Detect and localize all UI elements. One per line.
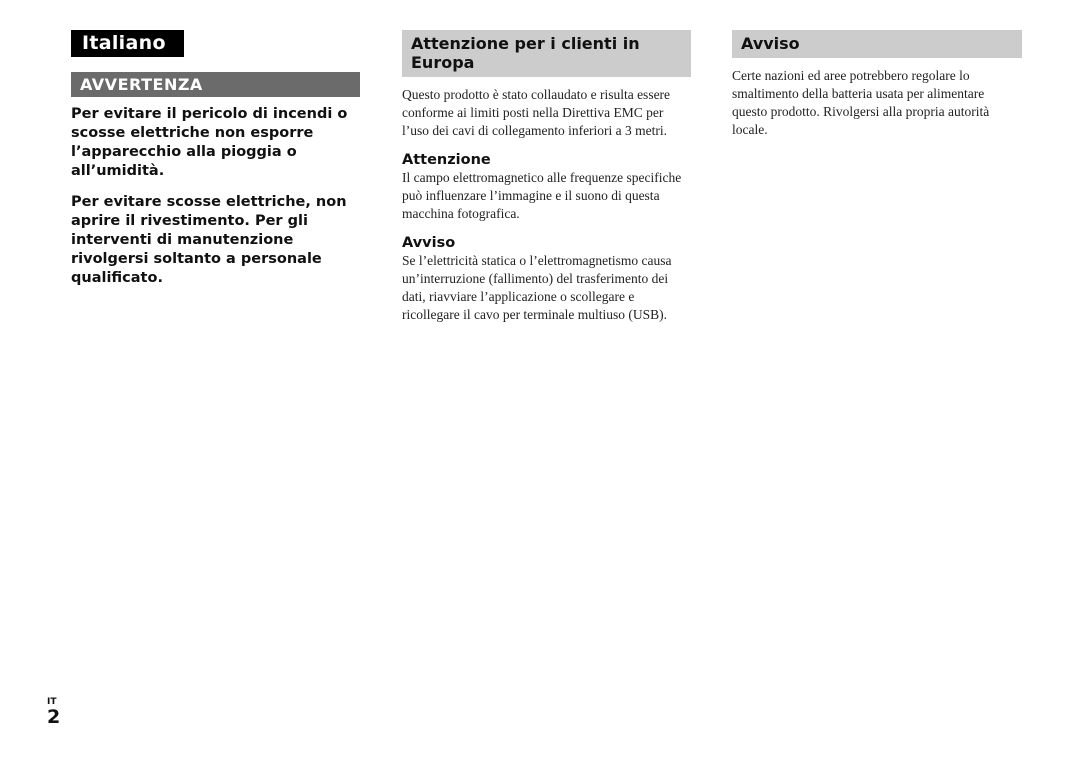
europe-paragraph: Questo prodotto è stato collaudato e risulta essere conforme ai limiti posti nella Direttiva EMC per l’uso dei cavi di collegamento inferiori a 3 metri. — [402, 87, 671, 138]
subheading-avviso: Avviso — [402, 235, 456, 251]
column-right — [732, 30, 1022, 139]
language-tab: Italiano — [71, 30, 184, 57]
battery-notice-paragraph: Certe nazioni ed aree potrebbero regolare lo smaltimento della batteria usata per alimentare questo prodotto. Rivolgersi alla propria autorità locale. — [732, 68, 990, 137]
section-heading-avviso: Avviso — [732, 30, 1022, 58]
subheading-attenzione: Attenzione — [402, 152, 491, 168]
warning-heading: AVVERTENZA — [71, 72, 360, 97]
attenzione-paragraph: Il campo elettromagnetico alle frequenze specifiche può influenzare l’immagine e il suono di questa macchina fotografica. — [402, 170, 682, 221]
column-middle — [402, 30, 691, 324]
warning-paragraph-fire: Per evitare il pericolo di incendi o scosse elettriche non esporre l’apparecchio alla pioggia o all’umidità. — [71, 106, 348, 179]
page-language-code: IT — [47, 697, 57, 707]
section-heading-europe: Attenzione per i clienti in Europa — [402, 30, 691, 77]
avviso-paragraph: Se l’elettricità statica o l’elettromagnetismo causa un’interruzione (fallimento) del trasferimento dei dati, riavviare l’applicazione o scollegare e ricollegare il cavo per terminale multiuso (USB). — [402, 253, 672, 322]
page-number-block — [47, 697, 63, 727]
column-left — [71, 30, 360, 288]
warning-paragraph-shock: Per evitare scosse elettriche, non aprire il rivestimento. Per gli interventi di manutenzione rivolgersi soltanto a personale qualificato. — [71, 194, 347, 286]
page-number: 2 — [47, 706, 61, 728]
